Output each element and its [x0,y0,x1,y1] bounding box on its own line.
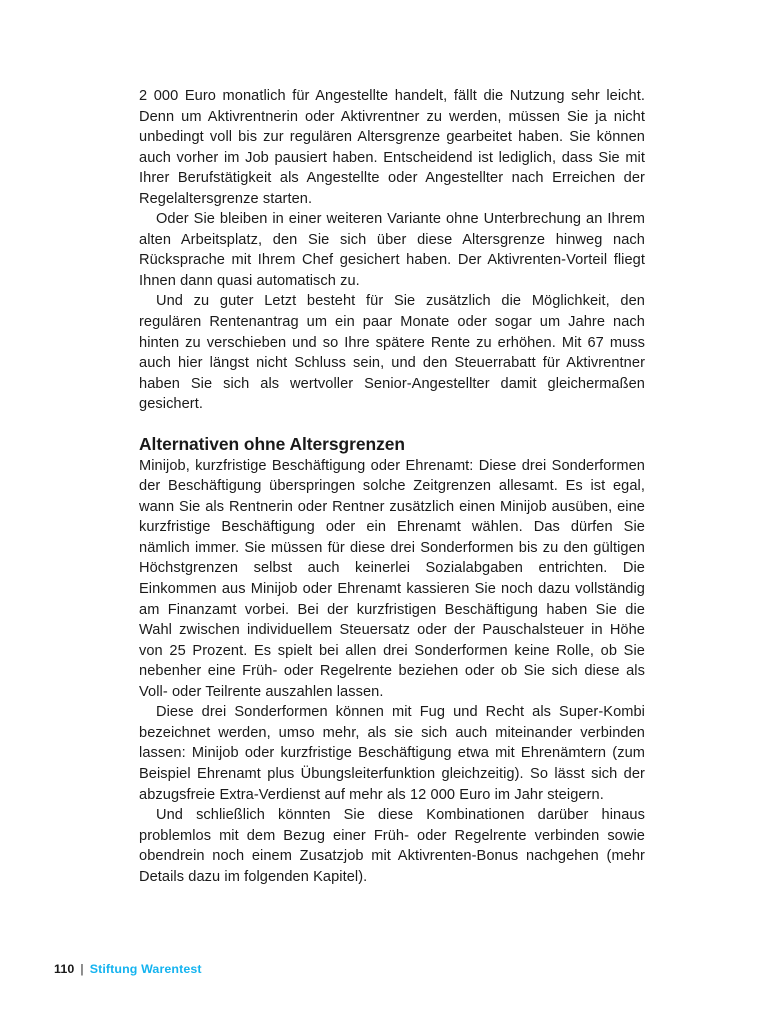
publisher-name: Stiftung Warentest [89,962,202,976]
paragraph: Und zu guter Letzt besteht für Sie zusätzlich die Möglichkeit, den regulären Rentenantrag um ein paar Monate oder sogar um Jahre nach hinten zu verschieben und so Ihre spätere Rente zu erhöhen. Mit 67 muss auch hier längst nicht Schluss sein, und den Steuerrabatt für Aktivrentner haben Sie sich als wertvoller Senior-Angestellter damit gleichermaßen gesichert. [139,293,645,413]
paragraph: 2 000 Euro monatlich für Angestellte handelt, fällt die Nutzung sehr leicht. Denn um Aktivrentnerin oder Aktivrentner zu werden, müssen Sie ja nicht unbedingt voll bis zur regulären Altersgrenze gearbeitet haben. Sie können auch vorher im Job pausiert haben. Entscheidend ist lediglich, dass Sie mit Ihrer Berufstätigkeit als Angestellte oder Angestellter nach Erreichen der Regelaltersgrenze starten. [139,88,645,207]
paragraph: Minijob, kurzfristige Beschäftigung oder Ehrenamt: Diese drei Sonderformen der Beschäftigung überspringen solche Zeitgrenzen allesamt. Es ist egal, wann Sie als Rentnerin oder Rentner zusätzlich einen Minijob ausüben, eine kurzfristige Beschäftigung oder ein Ehrenamt wählen. Das dürfen Sie nämlich immer. Sie müssen für diese drei Sonderformen bis zu den gültigen Höchstgrenzen selbst auch keinerlei Sozialabgaben entrichten. Die Einkommen aus Minijob oder Ehrenamt kassieren Sie noch dazu vollständig am Finanzamt vorbei. Bei der kurzfristigen Beschäftigung haben Sie die Wahl zwischen individuellem Steuersatz oder der Pauschalsteuer in Höhe von 25 Prozent. Es spielt bei allen drei Sonderformen keine Rolle, ob Sie nebenher eine Früh- oder Regelrente beziehen oder ob Sie sich diese als Voll- oder Teilrente auszahlen lassen. [139,457,645,700]
section-heading-block [139,415,645,455]
paragraph: Oder Sie bleiben in einer weiteren Variante ohne Unterbrechung an Ihrem alten Arbeitsplatz, den Sie sich über diese Altersgrenze hinweg nach Rücksprache mit Ihrem Chef gesichert haben. Der Aktivrenten-Vorteil fliegt Ihnen dann quasi automatisch zu. [139,211,645,289]
page-footer [54,962,202,976]
text-column [139,86,645,887]
paragraph: Diese drei Sonderformen können mit Fug und Recht als Super-Kombi bezeichnet werden, umso mehr, als sie sich auch miteinander verbinden lassen: Minijob oder kurzfristige Beschäftigung etwa mit Ehrenämtern (zum Beispiel Ehrenamt plus Übungsleiterfunktion gleichzeitig). So lässt sich der abzugsfreie Extra-Verdienst auf mehr als 12 000 Euro im Jahr steigern. [139,704,645,803]
page-number: 110 [54,962,75,976]
section-heading: Alternativen ohne Altersgrenzen [139,433,405,454]
paragraph: Und schließlich könnten Sie diese Kombinationen darüber hinaus problemlos mit dem Bezug einer Früh- oder Regelrente verbinden sowie obendrein noch einem Zusatzjob mit Aktivrenten-Bonus nachgehen (mehr Details dazu im folgenden Kapitel). [139,807,645,885]
footer-separator: | [80,962,84,976]
